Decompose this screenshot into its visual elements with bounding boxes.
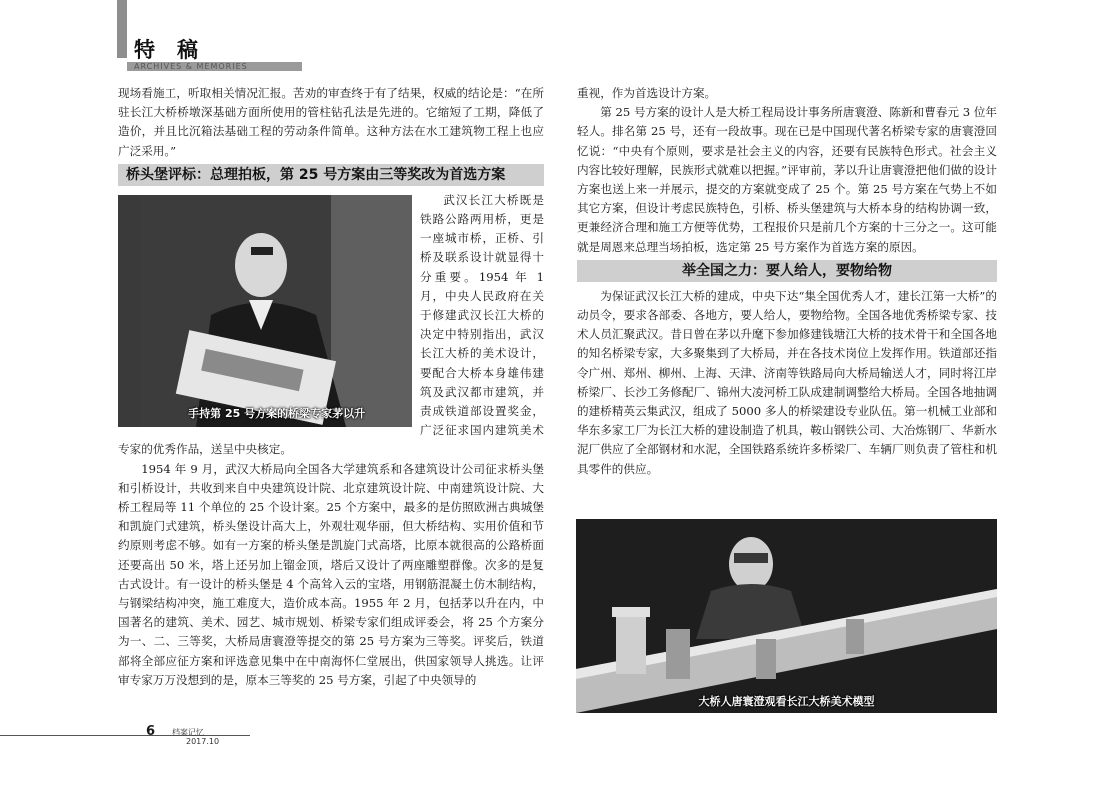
left-column <box>118 84 544 724</box>
left-intro-paragraph: 现场看施工，听取相关情况汇报。苦劝的审查终于有了结果，权威的结论是：“在所驻长江大桥桥墩深基础方面所使用的管柱钻孔法是先进的。它缩短了工期，降低了造价，并且比沉箱法基础工程的劳动条件简单。这种方法在水工建筑物工程上也应广泛采用。” <box>118 86 544 158</box>
photo-right-caption: 大桥人唐寰澄观看长江大桥美术模型 <box>698 695 875 708</box>
portrait-illustration <box>141 195 412 427</box>
section-title: 特稿 <box>134 37 220 62</box>
photo-mao-yisheng <box>118 195 412 427</box>
right-paragraph-0: 重视，作为首选设计方案。 <box>577 86 717 100</box>
left-paragraph-1 <box>118 191 544 460</box>
right-subheading: 举全国之力：要人给人，要物给物 <box>577 260 997 282</box>
right-column <box>577 84 997 514</box>
bridge-model-illustration <box>576 519 997 713</box>
left-subheading: 桥头堡评标：总理拍板，第 25 号方案由三等奖改为首选方案 <box>118 164 544 186</box>
section-subtitle: ARCHIVES & MEMORIES <box>134 62 248 71</box>
right-paragraph-1: 第 25 号方案的设计人是大桥工程局设计事务所唐寰澄、陈新和曹春元 3 位年轻人。排名第 25 号，还有一段故事。现在已是中国现代著名桥梁专家的唐寰澄回忆说：“中央有个原则，要求是社会主义的内容，还要有民族特色形式。社会主义内容比较好理解，民族形式就难以把握。”评审前，茅以升让唐寰澄把他们做的设计方案也送上来一并展示，提交的方案就变成了 25 个。第 25 号方案在气势上不如其它方案，但设计考虑民族特色，引桥、桥头堡建筑与大桥本身的结构协调一致，更兼经济合理和施工方便等优势，工程报价只是前几个方案的十三分之一。这可能就是周恩来总理当场拍板，选定第 25 号方案作为首选方案的原因。 <box>577 105 997 254</box>
right-paragraph-2: 为保证武汉长江大桥的建成，中央下达“集全国优秀人才，建长江第一大桥”的动员令，要求各部委、各地方，要人给人，要物给物。全国各地优秀桥梁专家、技术人员汇聚武汉。昔日曾在茅以升麾下参加修建钱塘江大桥的技术骨干和全国各地的知名桥梁专家，大多聚集到了大桥局，并在各技术岗位上发挥作用。铁道部还指令广州、郑州、柳州、上海、天津、济南等铁路局向大桥局输送人才，同时将江岸桥梁厂、长沙工务修配厂、锦州大凌河桥工队成建制调整给大桥局。全国各地抽调的建桥精英云集武汉，组成了 5000 多人的桥梁建设专业队伍。第一机械工业部和华东多家工厂为长江大桥的建设制造了机具，鞍山钢铁公司、大冶炼钢厂、华新水泥厂供应了全部钢材和水泥，全国铁路系统许多桥梁厂、车辆厂则负责了管柱和机具零件的供应。 <box>577 288 997 476</box>
header-side-bar <box>117 0 127 58</box>
page-number: 6 <box>146 724 156 739</box>
left-paragraph-2: 1954 年 9 月，武汉大桥局向全国各大学建筑系和各建筑设计公司征求桥头堡和引桥设计，共收到来自中央建筑设计院、北京建筑设计院、中南建筑设计院、大桥工程局等 11 个单位的 25 个设计案。25 个方案中，最多的是仿照欧洲古典城堡和凯旋门式建筑，桥头堡设计高大上，外观壮观华丽，但大桥结构、实用价值和节约原则考虑不够。如有一方案的桥头堡是凯旋门式高塔，比原本就很高的公路桥面还要高出 50 米，塔上还另加上镏金顶，塔后又设计了两座雕塑群像。次多的是复古式设计。有一设计的桥头堡是 4 个高耸入云的宝塔，用钢筋混凝土仿木制结构，与钢梁结构冲突，施工难度大，造价成本高。1955 年 2 月，包括茅以升在内，中国著名的建筑、美术、园艺、城市规划、桥梁专家们组成评委会，将 25 个方案分为一、二、三等奖，大桥局唐寰澄等提交的第 25 号方案为三等奖。评奖后，铁道部将全部应征方案和评选意见集中在中南海怀仁堂展出，供国家领导人挑选。让评审专家万万没想到的是，原本三等奖的 25 号方案，引起了中央领导的 <box>118 461 544 687</box>
footer-rule <box>0 735 250 736</box>
photo-bridge-model <box>576 519 997 713</box>
journal-title: 档案记忆 <box>172 728 204 737</box>
issue-date: 2017.10 <box>186 737 220 746</box>
photo-left-caption: 手持第 25 号方案的桥梁专家茅以升 <box>188 406 366 420</box>
left-paragraph-1-text: 武汉长江大桥既是铁路公路两用桥，更是一座城市桥，正桥、引桥及联系设计就显得十分重要。1954 年 1 月，中央人民政府在关于修建武汉长江大桥的决定中特别指出，武汉长江大桥的美术设计，要配合大桥本身雄伟建筑及武汉都市建筑，并责成铁道部设置奖金，广泛征求国内建筑美术专家的优秀作品，送呈中央核定。 <box>118 192 544 457</box>
